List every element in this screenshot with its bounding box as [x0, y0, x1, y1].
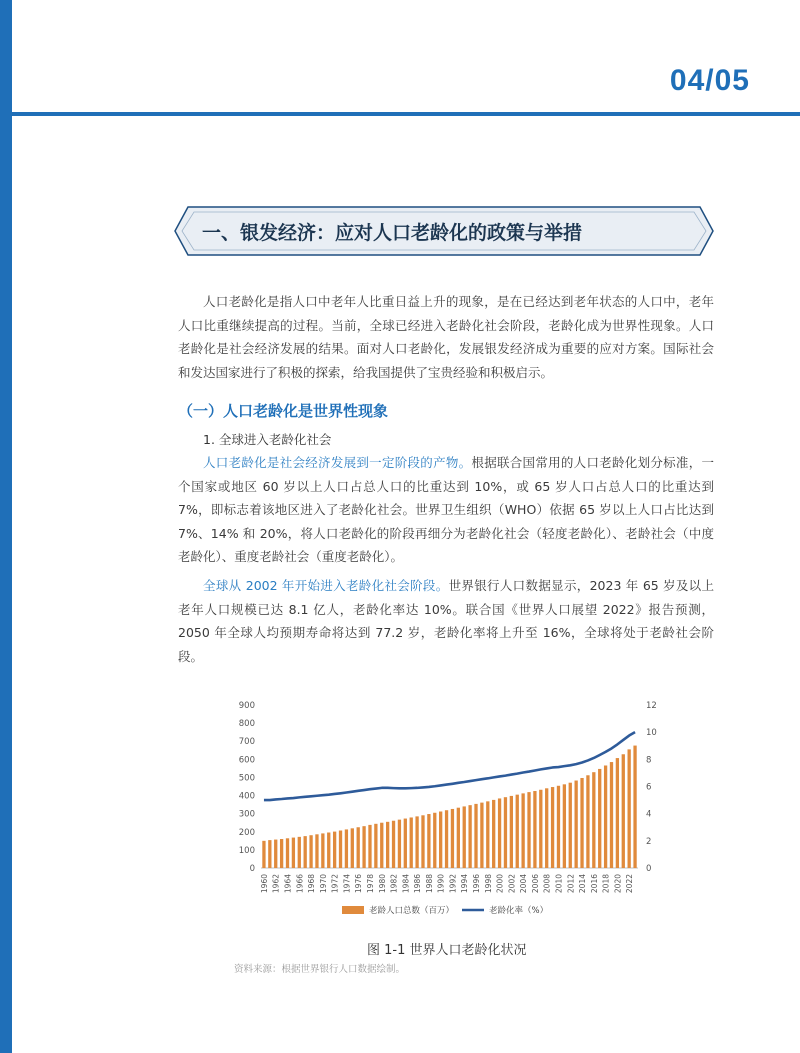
bar-aged-population	[427, 814, 430, 868]
x-tick-label: 1974	[342, 874, 352, 894]
legend-label-line: 老龄化率（%）	[489, 906, 549, 916]
x-tick-label: 1994	[460, 874, 470, 894]
bar-aged-population	[616, 758, 619, 868]
paragraph-2-highlight: 人口老龄化是社会经济发展到一定阶段的产物。	[203, 455, 472, 470]
section-title: 一、银发经济：应对人口老龄化的政策与举措	[202, 222, 583, 244]
x-tick-label: 2008	[542, 874, 552, 894]
bar-aged-population	[374, 824, 377, 868]
bar-aged-population	[574, 781, 577, 868]
x-tick-label: 2006	[530, 874, 540, 894]
bar-aged-population	[492, 800, 495, 868]
bar-aged-population	[604, 765, 607, 868]
y-right-tick-label: 4	[646, 809, 652, 820]
bar-aged-population	[533, 791, 536, 868]
bar-aged-population	[498, 798, 501, 868]
bar-aged-population	[410, 817, 413, 868]
y-left-tick-label: 100	[238, 845, 255, 856]
paragraph-3-highlight: 全球从 2002 年开始进入老龄化社会阶段。	[203, 578, 449, 593]
bar-aged-population	[286, 838, 289, 868]
bar-aged-population	[368, 825, 371, 868]
figure-source: 资料来源：根据世界银行人口数据绘制。	[234, 964, 406, 975]
bar-aged-population	[292, 838, 295, 868]
x-tick-label: 1968	[307, 874, 317, 894]
bar-aged-population	[486, 801, 489, 868]
y-left-tick-label: 700	[238, 737, 255, 748]
y-left-tick-label: 0	[249, 864, 255, 874]
bar-aged-population	[586, 775, 589, 868]
bar-aged-population	[563, 784, 566, 868]
bar-aged-population	[633, 746, 636, 868]
x-tick-label: 1976	[354, 874, 364, 894]
bar-aged-population	[580, 778, 583, 868]
bar-aged-population	[421, 815, 424, 868]
bar-aged-population	[268, 840, 271, 868]
bar-aged-population	[404, 819, 407, 868]
bar-aged-population	[451, 809, 454, 868]
x-tick-label: 1992	[448, 874, 458, 894]
figure-caption: 图 1-1 世界人口老龄化状况	[367, 943, 527, 958]
y-right-tick-label: 2	[646, 836, 652, 847]
bar-aged-population	[445, 810, 448, 868]
bar-aged-population	[327, 833, 330, 868]
bar-aged-population	[274, 840, 277, 868]
legend-label-bars: 老龄人口总数（百万）	[369, 906, 455, 916]
bar-aged-population	[262, 841, 265, 868]
bar-aged-population	[339, 831, 342, 868]
bar-aged-population	[439, 811, 442, 868]
y-left-tick-label: 200	[238, 827, 255, 838]
paragraph-3-text: 世界银行人口数据显示，2023 年 65 岁及以上老年人口规模已达 8.1 亿人，老龄化率达 10%。联合国《世界人口展望 2022》报告预测，2050 年全球人均预期寿命将达到 77.2 岁，老龄化率将上升至 16%，全球将处于老龄社会阶段。	[178, 578, 714, 664]
header-rule	[12, 112, 800, 116]
x-tick-label: 1998	[483, 874, 493, 894]
bar-aged-population	[463, 806, 466, 868]
bar-aged-population	[315, 834, 318, 868]
bar-aged-population	[545, 788, 548, 868]
x-tick-label: 1964	[283, 874, 293, 894]
bar-aged-population	[539, 790, 542, 868]
bar-aged-population	[345, 829, 348, 868]
bar-aged-population	[298, 837, 301, 868]
x-tick-label: 1962	[271, 874, 281, 894]
y-right-tick-label: 12	[646, 701, 657, 711]
bar-aged-population	[592, 772, 595, 868]
bar-aged-population	[527, 792, 530, 868]
y-left-tick-label: 600	[238, 755, 255, 766]
x-tick-label: 2002	[507, 874, 517, 894]
paragraph-3	[178, 574, 714, 668]
x-tick-label: 1988	[424, 874, 434, 894]
y-right-tick-label: 6	[646, 782, 652, 793]
bar-aged-population	[557, 786, 560, 868]
y-right-tick-label: 0	[646, 864, 652, 874]
x-tick-label: 2004	[519, 874, 529, 894]
bar-aged-population	[280, 839, 283, 868]
x-tick-label: 2012	[566, 874, 576, 894]
y-right-tick-label: 8	[646, 755, 652, 766]
bar-aged-population	[474, 804, 477, 868]
bar-aged-population	[362, 826, 365, 868]
bar-aged-population	[398, 820, 401, 868]
x-tick-label: 1984	[401, 874, 411, 894]
bar-aged-population	[610, 762, 613, 868]
x-tick-label: 2018	[601, 874, 611, 894]
bar-aged-population	[433, 813, 436, 868]
bar-aged-population	[510, 796, 513, 868]
paragraph-2-text: 根据联合国常用的人口老龄化划分标准，一个国家或地区 60 岁以上人口占总人口的比重达到 10%，或 65 岁人口占总人口的比重达到 7%，即标志着该地区进入了老龄化社会。世界卫生组织（WHO）依据 65 岁以上人口占比达到 7%、14% 和 20%，将人口老龄化的阶段再细分为老龄化社会（轻度老龄化）、老龄社会（中度老龄化）、重度老龄社会（重度老龄化）。	[178, 455, 714, 564]
bar-aged-population	[321, 833, 324, 868]
y-right-tick-label: 10	[646, 728, 657, 739]
bar-aged-population	[516, 795, 519, 868]
x-tick-label: 1986	[413, 874, 423, 894]
bar-aged-population	[480, 803, 483, 868]
line-aging-rate	[264, 732, 635, 800]
bar-aged-population	[457, 808, 460, 868]
bar-aged-population	[386, 822, 389, 868]
section-banner	[174, 206, 714, 256]
bar-aged-population	[333, 832, 336, 868]
bar-aged-population	[309, 835, 312, 868]
x-tick-label: 1970	[318, 874, 328, 894]
bar-aged-population	[628, 749, 631, 868]
bar-aged-population	[551, 787, 554, 868]
bar-aged-population	[569, 783, 572, 868]
bar-aged-population	[380, 823, 383, 868]
bar-aged-population	[598, 769, 601, 868]
bar-aged-population	[468, 805, 471, 868]
bar-aged-population	[392, 821, 395, 868]
x-tick-label: 1960	[259, 874, 269, 894]
page-number: 04/05	[669, 64, 750, 97]
legend-swatch-bars	[342, 906, 364, 914]
y-left-tick-label: 900	[238, 701, 255, 711]
x-tick-label: 2016	[589, 874, 599, 894]
y-left-tick-label: 400	[238, 791, 255, 802]
x-tick-label: 1980	[377, 874, 387, 894]
aging-chart	[226, 690, 676, 930]
y-left-tick-label: 800	[238, 719, 255, 730]
bar-aged-population	[521, 793, 524, 868]
x-tick-label: 1996	[472, 874, 482, 894]
x-tick-label: 2014	[578, 874, 588, 894]
bar-aged-population	[357, 827, 360, 868]
bar-aged-population	[415, 816, 418, 868]
x-tick-label: 1978	[365, 874, 375, 894]
side-accent-bar	[0, 0, 12, 1053]
x-tick-label: 2020	[613, 874, 623, 894]
x-tick-label: 2010	[554, 874, 564, 894]
x-tick-label: 1990	[436, 874, 446, 894]
x-tick-label: 1982	[389, 874, 399, 894]
x-tick-label: 1972	[330, 874, 340, 894]
bar-aged-population	[304, 836, 307, 868]
x-tick-label: 1966	[295, 874, 305, 894]
y-left-tick-label: 500	[238, 773, 255, 784]
intro-paragraph: 人口老龄化是指人口中老年人比重日益上升的现象，是在已经达到老年状态的人口中，老年人口比重继续提高的过程。当前，全球已经进入老龄化社会阶段，老龄化成为世界性现象。人口老龄化是社会经济发展的结果。面对人口老龄化，发展银发经济成为重要的应对方案。国际社会和发达国家进行了积极的探索，给我国提供了宝贵经验和积极启示。	[178, 294, 714, 380]
item-title: 1. 全球进入老龄化社会	[203, 432, 332, 447]
x-tick-label: 2022	[625, 874, 635, 894]
x-tick-label: 2000	[495, 874, 505, 894]
bar-aged-population	[622, 754, 625, 868]
bar-aged-population	[351, 828, 354, 868]
subsection-title: （一）人口老龄化是世界性现象	[178, 402, 389, 420]
paragraph-2	[178, 451, 714, 569]
y-left-tick-label: 300	[238, 809, 255, 820]
bar-aged-population	[504, 797, 507, 868]
